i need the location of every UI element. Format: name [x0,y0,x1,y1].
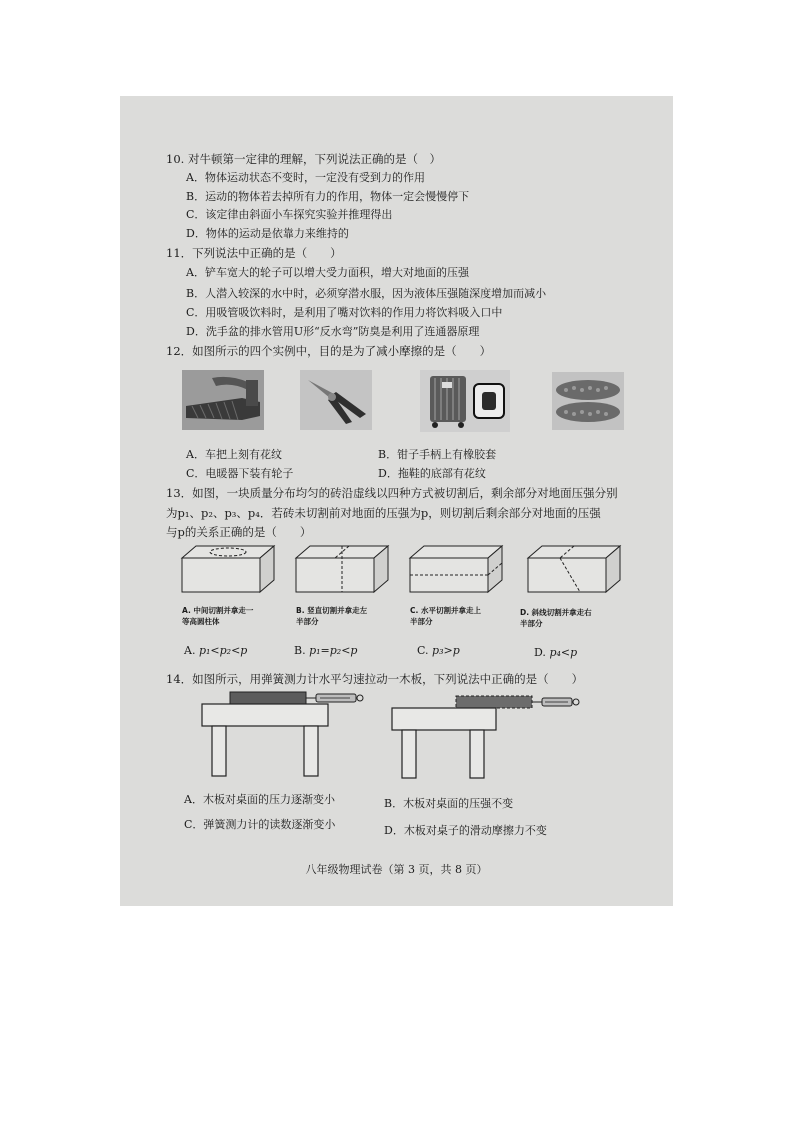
q10-option-d: D．物体的运动是依靠力来维持的 [186,227,349,240]
exam-page [120,96,673,906]
page-footer: 八年级物理试卷（第 3 页，共 8 页） [305,863,488,876]
q10-stem: 10. 对牛顿第一定律的理解，下列说法正确的是（ ） [166,152,441,166]
q13-option-b: B. p₁=p₂<p [294,644,358,657]
q12-option-d: D．拖鞋的底部有花纹 [378,467,486,480]
q12-stem: 12．如图所示的四个实例中，目的是为了减小摩擦的是（ ） [166,344,492,358]
brick-a-caption-line2: 等高圆柱体 [182,617,220,626]
q11-option-a: A．铲车宽大的轮子可以增大受力面积，增大对地面的压强 [186,266,469,279]
handlebar-photo [182,370,264,430]
q14-option-b: B．木板对桌面的压强不变 [384,797,514,810]
q13-stem-line3: 与p的关系正确的是（ ） [166,525,312,539]
heater-photo [420,370,510,432]
q12-option-b: B．钳子手柄上有橡胶套 [378,448,497,461]
q12-option-c: C．电暖器下装有轮子 [186,467,294,480]
q10-option-a: A．物体运动状态不变时，一定没有受到力的作用 [186,171,425,184]
brick-c-figure [406,544,506,596]
q13-option-c: C. p₃>p [417,644,460,657]
q13-stem-line2: 为p₁、p₂、p₃、p₄．若砖未切割前对地面的压强为p，则切割后剩余部分对地面的压强 [166,506,601,520]
q14-option-c: C．弹簧测力计的读数逐渐变小 [184,818,336,831]
q11-option-c: C．用吸管吸饮料时，是利用了嘴对饮料的作用力将饮料吸入口中 [186,306,503,319]
brick-d-caption-line2: 半部分 [520,619,543,628]
q10-option-c: C．该定律由斜面小车探究实验并推理得出 [186,208,393,221]
brick-b-caption-line1: B. 竖直切割并拿走左 [296,606,368,615]
brick-d-figure [524,544,624,596]
q13-option-d: D. p₄<p [534,646,578,659]
brick-a-caption-line1: A. 中间切割并拿走一 [182,606,254,615]
q14-stem: 14．如图所示，用弹簧测力计水平匀速拉动一木板，下列说法中正确的是（ ） [166,672,584,686]
table-board-figure-left [200,690,370,780]
q13-stem-line1: 13．如图，一块质量分布均匀的砖沿虚线以四种方式被切割后，剩余部分对地面压强分别 [166,486,618,500]
q14-option-d: D．木板对桌子的滑动摩擦力不变 [384,824,547,837]
brick-c-caption-line2: 半部分 [410,617,433,626]
q10-option-b: B．运动的物体若去掉所有力的作用，物体一定会慢慢停下 [186,190,470,203]
brick-a-figure [178,544,278,596]
slipper-sole-photo [552,372,624,430]
q14-option-a: A．木板对桌面的压力逐渐变小 [184,793,335,806]
brick-b-figure [292,544,392,596]
table-board-figure-right [390,694,580,784]
q12-option-a: A．车把上刻有花纹 [186,448,282,461]
brick-c-caption-line1: C. 水平切割并拿走上 [410,606,481,615]
brick-b-caption-line2: 半部分 [296,617,319,626]
q11-stem: 11．下列说法中正确的是（ ） [166,246,342,260]
brick-d-caption-line1: D. 斜线切割并拿走右 [520,608,592,617]
q13-option-a: A. p₁<p₂<p [184,644,248,657]
q11-option-d: D．洗手盆的排水管用U形“反水弯”防臭是利用了连通器原理 [186,325,480,338]
q11-option-b: B．人潜入较深的水中时，必须穿潜水服，因为液体压强随深度增加而减小 [186,287,547,300]
pliers-photo [300,370,372,430]
